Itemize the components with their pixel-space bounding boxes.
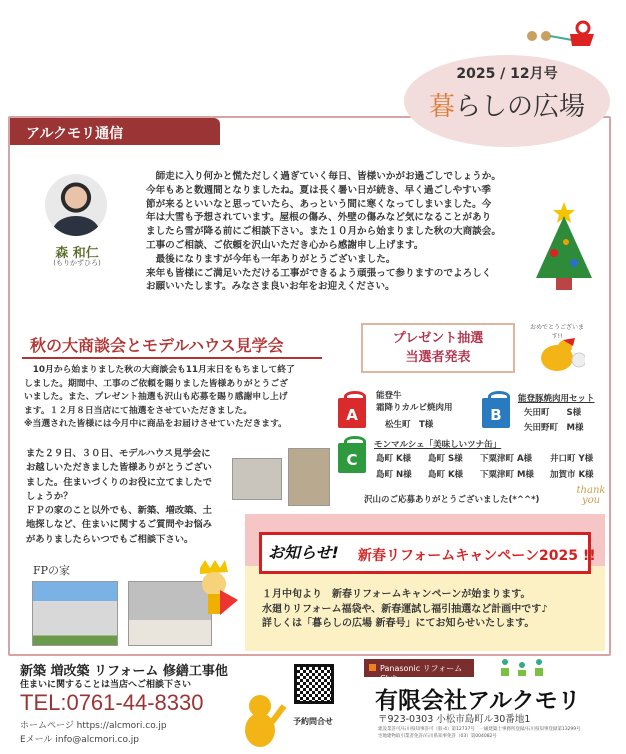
winner: 島町 K様 <box>376 454 412 464</box>
prize-c-winners <box>376 452 608 480</box>
services-text: 新築 増改築 リフォーム 修繕工事他 <box>20 664 228 679</box>
winner: 加賀市 K様 <box>550 470 594 480</box>
author-reading: (もりかずひろ) <box>53 259 101 267</box>
homepage-link[interactable]: ホームページ https://alcmori.co.jp <box>20 721 167 731</box>
prize-c-item: モンマルシェ「美味しいツナ缶」 <box>374 440 502 450</box>
license-info: 建設業許可/石川県知事許可（般-4）第12737号 一級建築士事務所登録/石川県知事登録第13299号 宅地建物取引業者免許/石川県知事免許（03）第004082号 <box>378 727 581 739</box>
santa-sleigh-illustration <box>520 14 600 54</box>
author-name: 森 和仁 <box>55 246 99 261</box>
christmas-tree-illustration <box>528 198 600 298</box>
qr-caption: 予約問合せ <box>293 717 333 726</box>
company-name: 有限会社アルクモリ <box>375 688 581 714</box>
title-rest: らしの広場 <box>455 92 586 122</box>
bear-mascot-illustration <box>535 338 585 380</box>
prize-b-badge: B <box>490 406 502 424</box>
event-report-text: 10月から始まりました秋の大商談会も11月末日をもちまして終了 しました。期間中、工事のご依頼を賜りました皆様ありがとうござ いました。また、プレゼント抽選も沢山も応募を賜り感謝申し上げ ます。１２月８日当店にて抽選をさせていただきました。 ※当選された皆様には今月中に商品をお届けさせていただきます。 <box>24 365 295 429</box>
prize-c-gift-icon <box>338 443 366 473</box>
consult-text: 住まいに関することは当店へご相談下さい <box>20 680 192 690</box>
winner: 下粟津町 A様 <box>480 454 533 464</box>
prize-a-winners: 松生町 T様 <box>385 420 434 430</box>
phone-number[interactable]: TEL:0761-44-8330 <box>20 690 204 715</box>
prize-b-item: 能登豚焼肉用セット <box>518 394 595 404</box>
winner: 島町 K様 <box>428 470 464 480</box>
prize-a-item: 能登牛 霜降りカルビ焼肉用 <box>376 391 453 413</box>
house-exterior-photo <box>32 581 118 646</box>
prize-a-badge: A <box>346 406 358 424</box>
issue-badge <box>404 55 610 147</box>
campaign-banner <box>259 532 596 574</box>
prize-heading-box <box>361 323 515 373</box>
sprout-icons <box>498 656 548 682</box>
qr-code[interactable] <box>294 664 334 704</box>
newsletter-title <box>404 86 610 123</box>
issue-date: 2025 / 12月号 <box>456 66 558 82</box>
greeting-text: 師走に入り何かと慌ただしく過ぎていく毎日、皆様いかがお過ごしでしょうか。 今年もあと数週間となりましたね。夏は長く暑い日が続き、早く過ごしやすい季 節が来るといいなと思っていたら、あっという間に寒くなってしまいました。今 年は大雪も予想されています。屋根の傷み、外壁の傷みなど気になることがあり ましたら雪が降る前にご相談下さい。また１０月から始まりました秋の大商談会。 工事のご相談、ご依頼を沢山いただき心から感謝申し上げます。 最後になりますが今年も一年ありがとうございました。 来年も皆様にご満足いただける工事ができるよう頑張って参りますのでよろしく お願いいたします。みなさま良いお年をお迎えください。 <box>146 171 501 293</box>
thank-you-lettering: thank you <box>576 485 606 506</box>
oshirase-logo: お知らせ! <box>268 543 339 562</box>
winner: 島町 S様 <box>428 454 463 464</box>
winner: 井口町 Y様 <box>550 454 594 464</box>
mascot-king-illustration <box>190 560 240 624</box>
event-heading: 秋の大商談会とモデルハウス見学会 <box>30 336 284 355</box>
thanks-message: 沢山のご応募ありがとうございました(*^^*) <box>364 495 540 505</box>
section-tab: アルクモリ通信 <box>10 118 220 145</box>
prize-a-gift-icon <box>338 398 366 428</box>
email-link[interactable]: Eメール info@alcmori.co.jp <box>20 735 139 745</box>
title-accent: 暮 <box>428 92 455 122</box>
prize-b-winners: 矢田町 S様 矢田野町 M様 <box>524 408 584 433</box>
prize-title-2: 当選者発表 <box>405 350 471 365</box>
bear-mascot-footer-illustration <box>238 692 288 754</box>
prize-title-1: プレゼント抽選 <box>392 331 484 346</box>
campaign-title: 新春リフォームキャンペーン2025 !! <box>358 548 596 564</box>
winner: 下粟津町 M様 <box>480 470 534 480</box>
prize-b-gift-icon <box>482 398 510 428</box>
model-house-text: また２９日、３０日、モデルハウス見学会に お越しいただきました皆様ありがとうござい ました。住まいづくりのお役に立てましたで しょうか？ ＦＰの家のこと以外でも、新築、増改築、土 地探しなど、住まいに関するご質問やお悩み がありましたらいつでもご相談下さい。 <box>26 448 212 545</box>
fp-house-logo: FPの家 <box>33 564 71 577</box>
event-photo-2 <box>288 448 330 506</box>
company-address: 〒923-0303 小松市島町ル30番地1 <box>378 714 531 725</box>
event-photo-1 <box>232 458 282 500</box>
author-portrait <box>45 174 107 236</box>
winner: 島町 N様 <box>376 470 412 480</box>
campaign-text: １月中旬より 新春リフォームキャンペーンが始まります。 水廻りリフォーム福袋や、新春運試し福引抽選など計画中です♪ 詳しくは「暮らしの広場 新春号」にてお知らせいたします。 <box>262 589 548 629</box>
mascot-caption: おめでとうございます!! <box>529 324 584 340</box>
prize-c-badge: C <box>346 451 358 469</box>
panasonic-club-logo: Panasonic リフォームClub <box>364 659 474 677</box>
heading-underline <box>22 357 322 359</box>
